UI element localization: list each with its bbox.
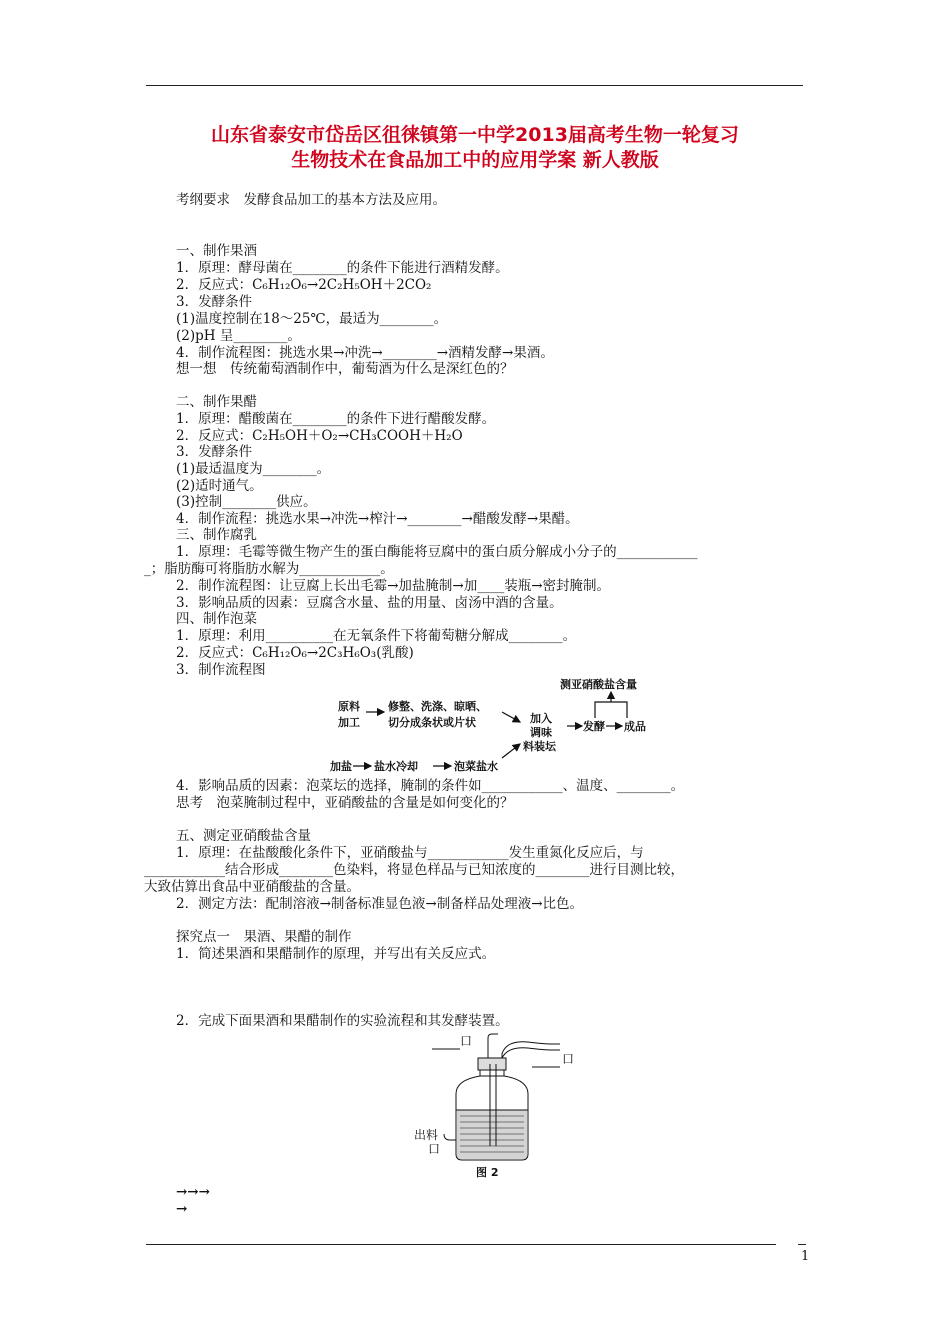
section1-line: 1．原理：酵母菌在________的条件下能进行酒精发酵。 [176,260,509,276]
section4-line: 4．影响品质的因素：泡菜坛的选择，腌制的条件如____________、温度、________。 [176,778,685,794]
section1-line: (2)pH 呈________。 [176,328,301,344]
flow-add-seasoning: 料装坛 [523,740,556,753]
section2-line: 3．发酵条件 [176,444,253,460]
section5-heading: 五、测定亚硝酸盐含量 [176,828,311,844]
section1-line: 3．发酵条件 [176,294,253,310]
section2-line: 4．制作流程：挑选水果→冲洗→榨汁→________→醋酸发酵→果醋。 [176,511,579,527]
header-rule [146,85,803,86]
flow-add-seasoning: 调味 [530,726,552,739]
document-title-line2: 生物技术在食品加工中的应用学案 新人教版 [291,149,659,171]
flow-product: 成品 [624,720,646,733]
flow-pickle-brine: 泡菜盐水 [454,760,498,773]
fermentation-apparatus-figure [410,1030,590,1190]
section2-line: (1)最适温度为________。 [176,461,331,477]
flow-raw: 原料 [338,700,360,713]
page-number: 1 [801,1249,810,1264]
section5-line: 1．原理：在盐酸酸化条件下，亚硝酸盐与____________发生重氮化反应后，与 [176,845,644,861]
flow-measure-nitrite: 测亚硝酸盐含量 [560,678,637,691]
section3-line: 2．制作流程图：让豆腐上长出毛霉→加盐腌制→加____装瓶→密封腌制。 [176,578,611,594]
flow-prep: 修整、洗涤、晾晒、 [388,700,487,713]
section1-line: 4．制作流程图：挑选水果→冲洗→________→酒精发酵→果酒。 [176,345,554,361]
section2-line: (3)控制________供应。 [176,494,317,510]
section2-line: (2)适时通气。 [176,478,263,494]
explore-heading: 探究点一 果酒、果醋的制作 [176,929,352,945]
section1-line: 想一想 传统葡萄酒制作中，葡萄酒为什么是深红色的？ [176,361,514,377]
section2-line: 2．反应式：C₂H₅OH＋O₂→CH₃COOH＋H₂O [176,428,463,444]
section1-line: 2．反应式：C₆H₁₂O₆→2C₂H₅OH＋2CO₂ [176,277,432,293]
document-title-line1: 山东省泰安市岱岳区徂徕镇第一中学2013届高考生物一轮复习 [211,124,739,146]
section1-heading: 一、制作果酒 [176,243,257,259]
pickle-flow-diagram [330,678,660,778]
flow-ferment: 发酵 [583,720,605,733]
footer-rule [146,1244,776,1245]
section3-heading: 三、制作腐乳 [176,527,257,543]
section3-line: _；脂肪酶可将脂肪水解为____________。 [144,561,394,577]
flow-add-salt: 加盐 [330,760,352,773]
footer-rule-right [798,1244,806,1245]
section5-line: ____________结合形成________色染料，将显色样品与已知浓度的________进行目测比较， [144,862,684,878]
section4-line: 3．制作流程图 [176,662,266,678]
section4-think: 思考 泡菜腌制过程中，亚硝酸盐的含量是如何变化的？ [176,795,514,811]
flow-answer-arrows: →→→ [176,1184,210,1200]
flow-prep: 切分成条状或片状 [388,716,476,729]
section2-heading: 二、制作果醋 [176,394,257,410]
section5-line: 大致估算出食品中亚硝酸盐的含量。 [144,879,360,895]
figure-caption: 图 2 [476,1166,499,1179]
flow-cool-brine: 盐水冷却 [374,760,418,773]
figure-label-top: 口 [460,1034,473,1048]
figure-label-right: 口 [562,1052,575,1066]
section4-line: 2．反应式：C₆H₁₂O₆→2C₃H₆O₃(乳酸) [176,645,414,661]
section4-line: 1．原理：利用__________在无氧条件下将葡萄糖分解成________。 [176,628,577,644]
figure-label-outlet: 口 [428,1142,441,1156]
explore-question: 2．完成下面果酒和果醋制作的实验流程和其发酵装置。 [176,1013,509,1029]
section4-heading: 四、制作泡菜 [176,611,257,627]
flow-raw-process: 加工 [338,716,360,729]
figure-label-outlet: 出料 [414,1128,439,1142]
section3-line: 1．原理：毛霉等微生物产生的蛋白酶能将豆腐中的蛋白质分解成小分子的____________ [176,544,698,560]
flow-answer-arrows: → [176,1201,188,1217]
section3-line: 3．影响品质的因素：豆腐含水量、盐的用量、卤汤中酒的含量。 [176,595,563,611]
section2-line: 1．原理：醋酸菌在________的条件下进行醋酸发酵。 [176,411,496,427]
section5-line: 2．测定方法：配制溶液→制备标准显色液→制备样品处理液→比色。 [176,896,584,912]
flow-add-seasoning: 加入 [530,712,552,725]
section1-line: (1)温度控制在18～25℃，最适为________。 [176,311,448,327]
intro-line: 考纲要求 发酵食品加工的基本方法及应用。 [176,192,446,208]
explore-question: 1．简述果酒和果醋制作的原理，并写出有关反应式。 [176,946,496,962]
